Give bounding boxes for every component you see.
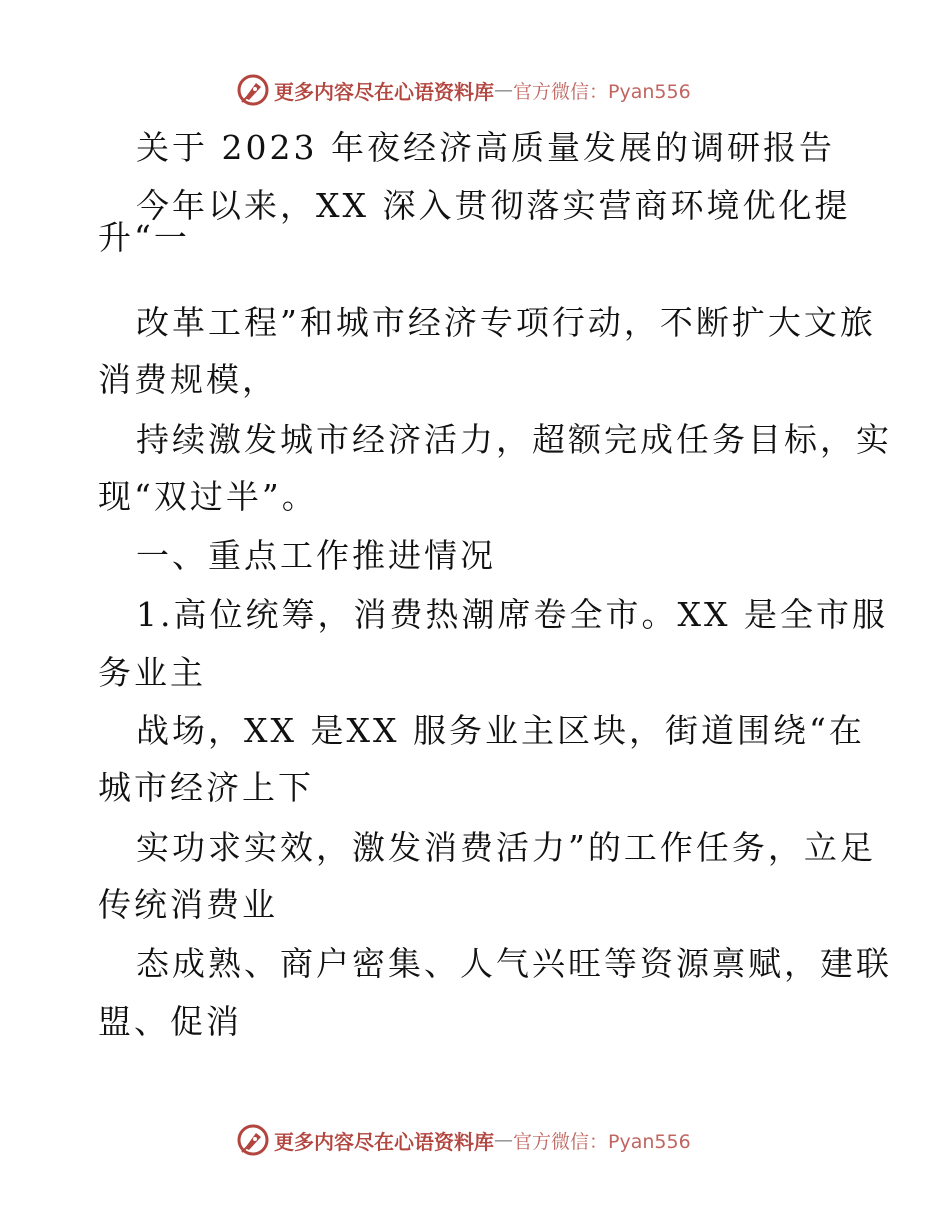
watermark-contact-text: 官方微信：Pyan556: [513, 1130, 691, 1153]
watermark-separator: —: [494, 79, 513, 101]
header-watermark: [236, 72, 691, 108]
paragraph-line: 传统消费业: [98, 885, 278, 924]
footer-watermark: [236, 1122, 691, 1158]
paragraph-line: 今年以来，XX 深入贯彻落实营商环境优化提: [136, 186, 851, 225]
paragraph-line: 现“双过半”。: [98, 477, 318, 516]
section-heading: 一、重点工作推进情况: [136, 536, 496, 575]
watermark-main-text: 更多内容尽在心语资料库: [274, 1129, 494, 1154]
watermark-contact-text: 官方微信：Pyan556: [513, 80, 691, 103]
pen-nib-logo-icon: [236, 1123, 270, 1157]
document-title: 关于 2023 年夜经济高质量发展的调研报告: [136, 128, 835, 167]
paragraph-line: 升“一: [98, 218, 190, 257]
watermark-separator: —: [494, 1129, 513, 1151]
paragraph-line: 消费规模，: [98, 360, 278, 399]
pen-nib-logo-icon: [236, 73, 270, 107]
paragraph-line: 1.高位统筹，消费热潮席卷全市。XX 是全市服: [136, 595, 888, 634]
paragraph-line: 城市经济上下: [98, 768, 314, 807]
paragraph-line: 战场，XX 是XX 服务业主区块，街道围绕“在: [136, 711, 865, 750]
paragraph-line: 务业主: [98, 653, 206, 692]
paragraph-line: 持续激发城市经济活力，超额完成任务目标，实: [136, 420, 892, 459]
paragraph-line: 改革工程”和城市经济专项行动，不断扩大文旅: [136, 303, 876, 342]
paragraph-line: 实功求实效，激发消费活力”的工作任务，立足: [136, 828, 876, 867]
paragraph-line: 态成熟、商户密集、人气兴旺等资源禀赋，建联: [136, 944, 892, 983]
paragraph-line: 盟、促消: [98, 1002, 242, 1041]
watermark-main-text: 更多内容尽在心语资料库: [274, 79, 494, 104]
